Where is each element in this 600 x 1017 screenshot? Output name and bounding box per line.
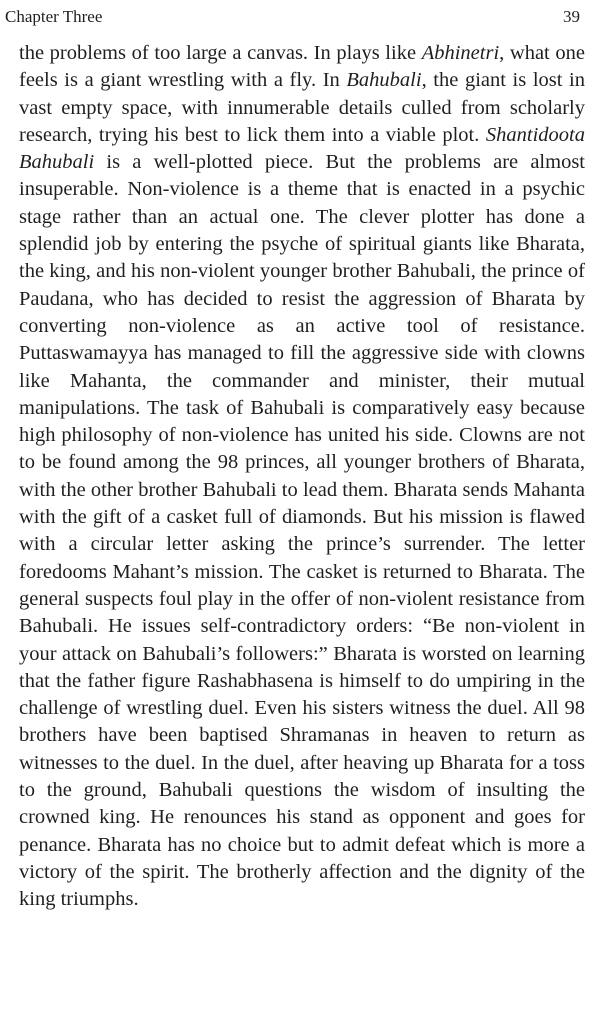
play-title-bahubali: Bahubali (346, 69, 422, 92)
play-title-abhinetri: Abhinetri (421, 42, 500, 64)
text-segment: is a well-plotted piece. But the problems are almost insuperable. Non-violence is a theme that is enacted in a psychic stage rather than an actual one. The clever plotter has done a splendid job by entering the psyche of spiritual giants like Bharata, the king, and his non-violent younger brother Bahubali, the prince of Paudana, who has decided to resist the aggression of Bharata by converting non-violence as an active tool of resistance. Puttaswamayya has managed to fill the aggressive side with clowns like Mahanta, the commander and minister, their mutual manipulations. The task of Bahubali is comparatively easy because high philosophy of non-violence has united his side. Clowns are not to be found among the 98 princes, all younger brothers of Bharata, with the other brother Bahubali to lead them. Bharata sends Mahanta with the gift of a casket full of diamonds. But his mission is flawed with a circular letter asking the prince’s surrender. The letter foredooms Mahant’s mission. The casket is returned to Bharata. The general suspects foul play in the offer of non-violent resistance from Bahubali. He issues self-contradictory orders: “Be non-violent in your attack on Bahubali’s followers:” Bharata is worsted on learning that the father figure Rashabhasena is himself to do umpiring in the challenge of wrestling duel. Even his sisters witness the duel. All 98 brothers have been baptised Shramanas in heaven to return as witnesses to the duel. In the duel, after heaving up Bharata for a toss to the ground, Bahubali questions the wisdom of insulting the crowned king. He renounces his stand as opponent and goes for penance. Bharata has no choice but to admit defeat which is more a victory of the spirit. The brotherly affection and the dignity of the king triumphs. (19, 151, 585, 911)
running-head (5, 7, 580, 29)
chapter-label: Chapter Three (5, 7, 103, 26)
text-segment: the problems of too large a canvas. In plays like (19, 42, 422, 64)
text-segment: , what one feels is a giant wrestling with a fly. In (19, 42, 585, 92)
text-segment: , the giant is lost in vast empty space, with innumerable details culled from scholarly research, trying his best to lick them into a viable plot. (19, 69, 585, 146)
body-paragraph (19, 40, 585, 914)
page-number: 39 (563, 7, 580, 26)
play-title-shantidoota-bahubali: Shantidoota Bahubali (19, 123, 585, 174)
